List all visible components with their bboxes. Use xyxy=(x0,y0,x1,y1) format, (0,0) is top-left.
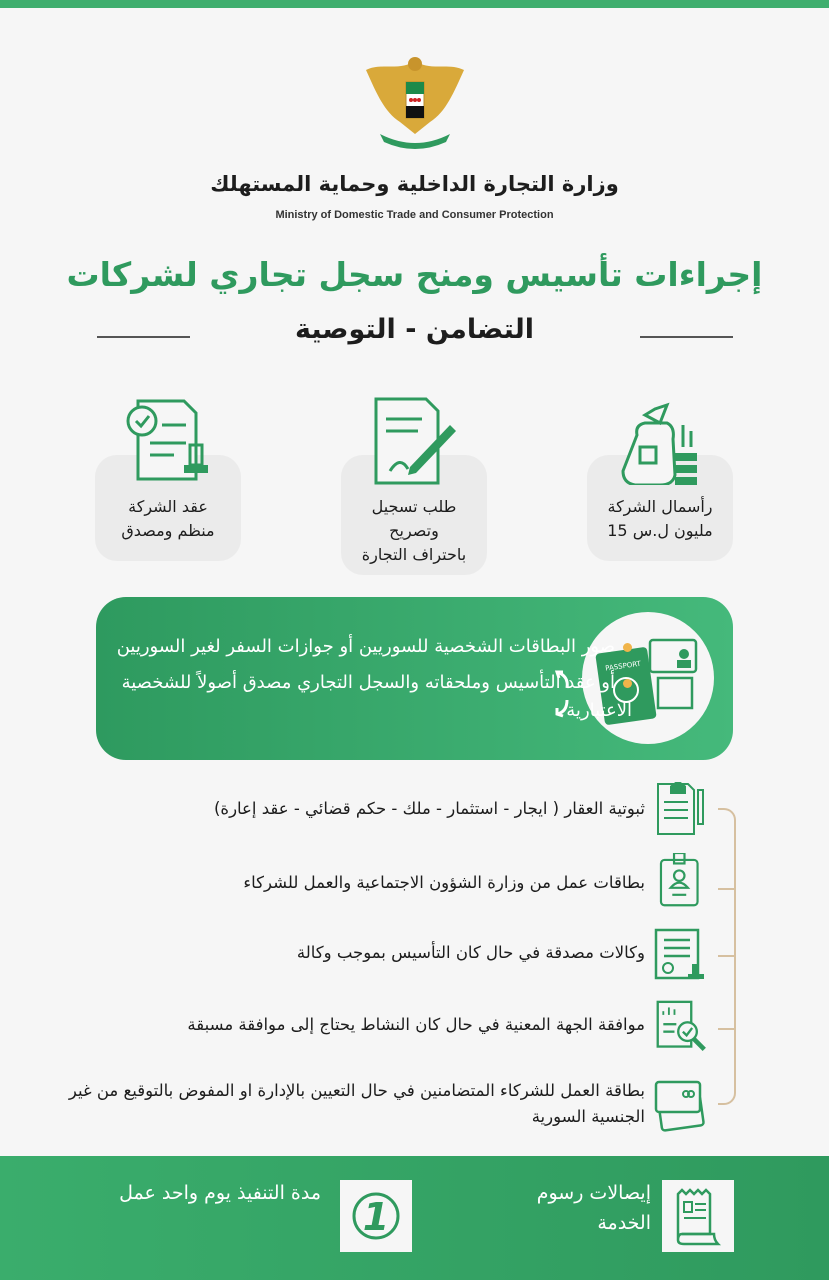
receipt-icon xyxy=(662,1180,734,1252)
top-bar xyxy=(0,0,829,8)
duration-number: 1 xyxy=(362,1195,390,1239)
requirement-partner-work-card: بطاقة العمل للشركاء المتضامنين في حال التعيين بالإدارة او المفوض بالتوقيع من غير الجنسية السورية xyxy=(68,1081,645,1126)
passport-label: PASSPORT xyxy=(604,659,642,673)
swap-arrows-icon xyxy=(553,668,573,720)
certified-proxy-icon xyxy=(652,928,710,982)
receipt-icon-box xyxy=(662,1180,734,1252)
certified-contract-icon xyxy=(124,395,214,485)
requirement-incorporation-docs-text: أو عقد التأسيس وملحقاته والسجل التجاري مصدق أصولاً للشخصية الاعتبارية xyxy=(121,672,632,721)
ministry-name-english: Ministry of Domestic Trade and Consumer Protection xyxy=(275,209,554,221)
card-registration-line1: طلب تسجيل وتصريح xyxy=(371,497,457,540)
card-capital-line2: 15 مليون ل.س xyxy=(607,521,713,540)
ministry-name-arabic: وزارة التجارة الداخلية وحماية المستهلك xyxy=(210,172,619,196)
eagle-emblem-logo xyxy=(362,52,468,152)
page-subtitle: التضامن - التوصية xyxy=(294,314,534,345)
execution-duration: مدة التنفيذ يوم واحد عمل xyxy=(119,1182,321,1204)
requirement-property-proof: ثبوتية العقار ( ايجار - استثمار - ملك - حكم قضائي - عقد إعارة) xyxy=(213,799,645,818)
number-one-icon xyxy=(340,1180,412,1252)
service-fees-receipts: إيصالات رسوم الخدمة xyxy=(536,1182,651,1234)
bullet-dot xyxy=(623,643,632,652)
card-contract-line2: منظم ومصدق xyxy=(121,521,215,540)
bullet-dot xyxy=(623,679,632,688)
requirement-certified-proxies: وكالات مصدقة في حال كان التأسيس بموجب وكالة xyxy=(296,943,645,962)
requirement-id-cards-text: صور البطاقات الشخصية للسوريين أو جوازات السفر لغير السوريين xyxy=(116,636,615,657)
requirement-authority-approval: موافقة الجهة المعنية في حال كان النشاط يحتاج إلى موافقة مسبقة xyxy=(187,1015,645,1034)
property-document-icon xyxy=(652,782,710,836)
card-capital-line1: رأسمال الشركة xyxy=(607,497,713,516)
card-registration-line2: باحتراف التجارة xyxy=(361,545,467,564)
work-badge-icon xyxy=(652,853,710,907)
duration-icon-box xyxy=(340,1180,412,1252)
requirement-work-cards: بطاقات عمل من وزارة الشؤون الاجتماعية والعمل للشركاء xyxy=(243,873,645,892)
bracket-tick xyxy=(718,888,734,890)
page-title: إجراءات تأسيس ومنح سجل تجاري لشركات xyxy=(66,255,763,294)
money-bag-icon xyxy=(615,395,705,485)
document-pen-icon xyxy=(370,395,460,485)
requirement-id-cards xyxy=(108,633,632,661)
card-contract-line1: عقد الشركة xyxy=(128,497,208,516)
bracket-tick xyxy=(718,955,734,957)
work-card-icon xyxy=(652,1080,710,1134)
approval-search-icon xyxy=(652,1000,710,1054)
bracket-tick xyxy=(718,1028,734,1030)
